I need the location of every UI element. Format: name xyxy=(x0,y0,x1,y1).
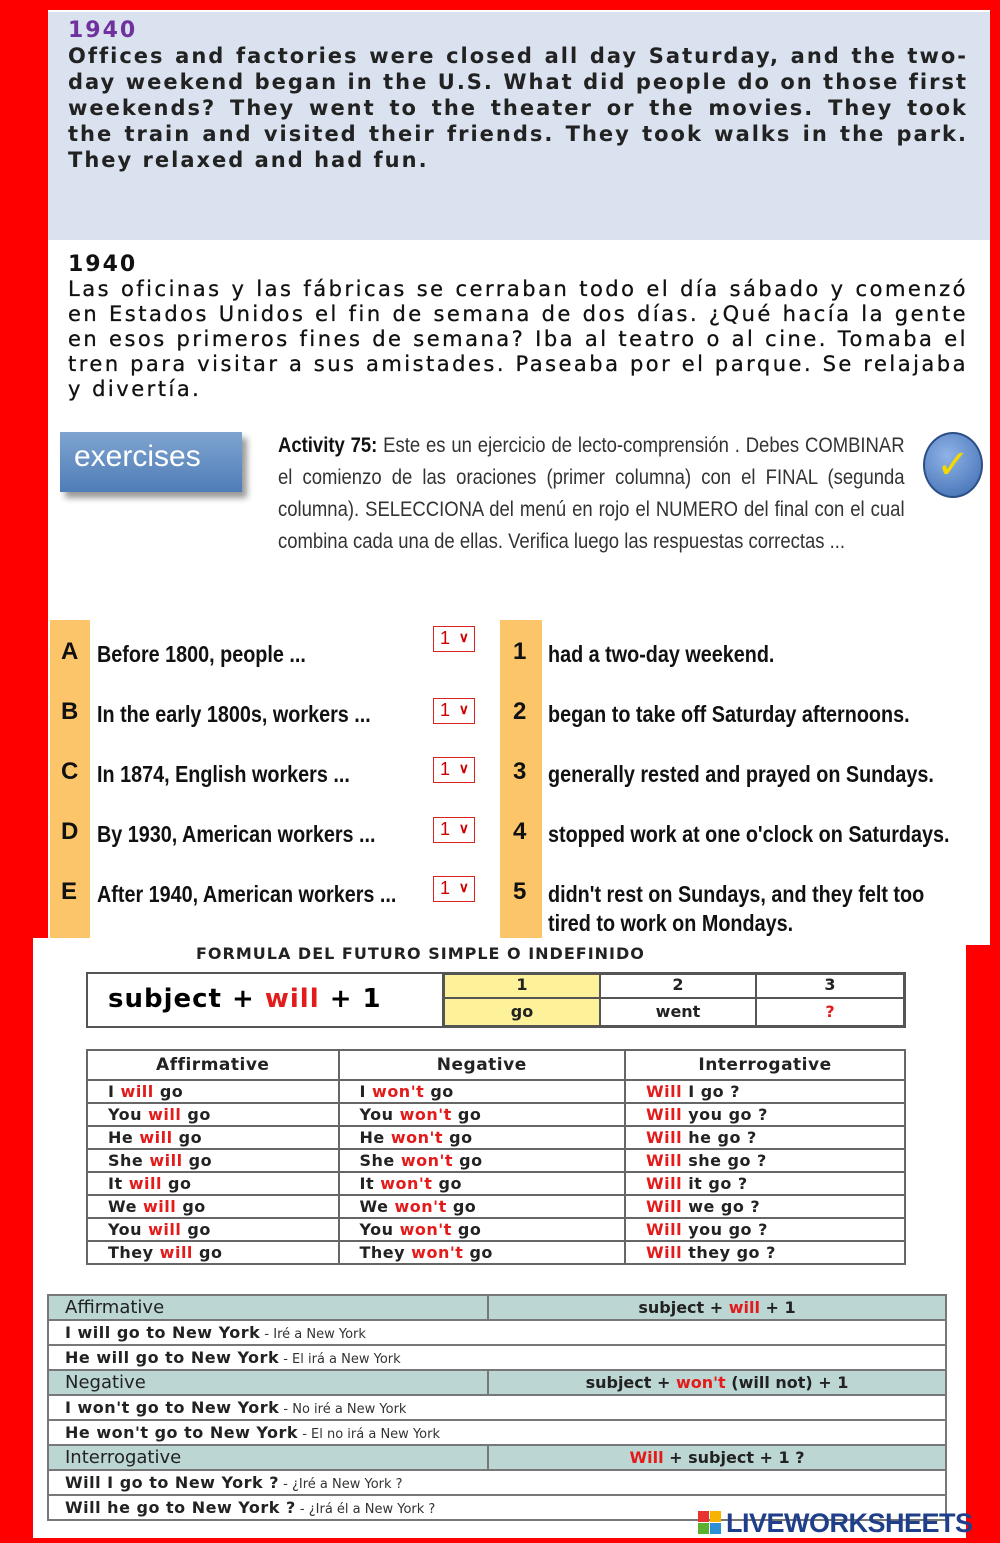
conjugation-word: You xyxy=(359,1105,394,1124)
negative-cell xyxy=(339,1103,626,1126)
conjugation-word: go xyxy=(178,1128,203,1147)
ending-number-4: 4 xyxy=(513,818,527,845)
conjugation-word: go ? xyxy=(736,1243,776,1262)
conjugation-row xyxy=(87,1241,905,1264)
conjugation-word: she xyxy=(688,1151,722,1170)
header-negative: Negative xyxy=(339,1050,626,1080)
conjugation-word: She xyxy=(359,1151,395,1170)
answer-select-b-value: 1 xyxy=(440,700,451,720)
conjugation-word: Will xyxy=(646,1243,683,1262)
spanish-year: 1940 xyxy=(68,252,138,277)
conjugation-word: go xyxy=(198,1243,223,1262)
summary-translation: - No iré a New York xyxy=(279,1402,407,1417)
summary-table xyxy=(47,1294,947,1521)
summary-negative-label: Negative xyxy=(48,1370,488,1395)
summary-interrogative-label: Interrogative xyxy=(48,1445,488,1470)
beginning-e: After 1940, American workers ... xyxy=(97,881,397,907)
conjugation-word: won't xyxy=(399,1105,452,1124)
conjugation-word: go xyxy=(469,1243,493,1262)
summary-int-f1: Will xyxy=(629,1448,664,1467)
conjugation-word: You xyxy=(359,1220,394,1239)
ending-number-1: 1 xyxy=(513,638,527,665)
conjugation-word: won't xyxy=(380,1174,433,1193)
summary-neg-f1: subject + xyxy=(585,1373,676,1392)
negative-cell xyxy=(339,1172,626,1195)
conjugation-word: go ? xyxy=(700,1082,741,1101)
conjugation-word: will xyxy=(128,1174,162,1193)
conjugation-word: We xyxy=(359,1197,389,1216)
ending-4: stopped work at one o'clock on Saturdays. xyxy=(548,821,950,847)
conjugation-word: won't xyxy=(399,1220,452,1239)
summary-translation: - Iré a New York xyxy=(260,1327,366,1342)
conjugation-word: Will xyxy=(646,1082,683,1101)
affirmative-cell xyxy=(87,1080,339,1103)
answer-select-c-value: 1 xyxy=(440,759,451,779)
summary-affirmative-header xyxy=(48,1295,946,1320)
negative-cell xyxy=(339,1218,626,1241)
ending-1: had a two-day weekend. xyxy=(548,641,775,667)
chevron-down-icon: ∨ xyxy=(458,629,469,645)
conjugation-word: Will xyxy=(646,1128,683,1147)
affirmative-cell xyxy=(87,1218,339,1241)
formula-expression xyxy=(88,974,444,1026)
conjugation-word: go xyxy=(459,1151,483,1170)
conjugation-word: go xyxy=(430,1082,454,1101)
interrogative-cell xyxy=(625,1080,905,1103)
formula-plus1: + 1 xyxy=(319,984,382,1014)
letter-a: A xyxy=(61,638,79,665)
formula-col-3: 3 xyxy=(756,974,904,998)
conjugation-word: you xyxy=(688,1220,723,1239)
summary-translation: - El irá a New York xyxy=(279,1352,401,1367)
answer-select-d-value: 1 xyxy=(440,819,451,839)
conjugation-word: won't xyxy=(411,1243,464,1262)
ending-5-line1: didn't rest on Sundays, and they felt too xyxy=(548,881,925,907)
ending-2: began to take off Saturday afternoons. xyxy=(548,701,910,727)
conjugation-row xyxy=(87,1218,905,1241)
conjugation-row xyxy=(87,1195,905,1218)
beginning-a: Before 1800, people ... xyxy=(97,641,306,667)
conjugation-word: go ? xyxy=(727,1151,767,1170)
conjugation-word: will xyxy=(148,1220,182,1239)
affirmative-cell xyxy=(87,1195,339,1218)
conjugation-word: will xyxy=(149,1151,183,1170)
conjugation-word: Will xyxy=(646,1197,683,1216)
conjugation-word: will xyxy=(120,1082,154,1101)
negative-cell xyxy=(339,1126,626,1149)
check-icon[interactable]: ✓ xyxy=(923,432,983,498)
summary-row xyxy=(48,1420,946,1445)
conjugation-word: I xyxy=(108,1082,115,1101)
summary-example: Will he go to New York ? xyxy=(65,1498,296,1517)
summary-row xyxy=(48,1320,946,1345)
formula-form-unknown: ? xyxy=(756,998,904,1026)
answer-select-a[interactable] xyxy=(433,626,475,652)
header-interrogative: Interrogative xyxy=(625,1050,905,1080)
conjugation-word: you xyxy=(688,1105,723,1124)
summary-aff-f1: subject + xyxy=(638,1298,729,1317)
chevron-down-icon: ∨ xyxy=(458,879,469,895)
negative-cell xyxy=(339,1080,626,1103)
conjugation-word: He xyxy=(108,1128,134,1147)
conjugation-word: will xyxy=(148,1105,182,1124)
conjugation-word: we xyxy=(688,1197,715,1216)
beginning-c: In 1874, English workers ... xyxy=(97,761,350,787)
formula-col-2: 2 xyxy=(600,974,756,998)
conjugation-word: go xyxy=(168,1174,192,1193)
summary-neg-f2: won't xyxy=(675,1373,726,1392)
ending-number-3: 3 xyxy=(513,758,527,785)
conjugation-row xyxy=(87,1103,905,1126)
conjugation-row xyxy=(87,1080,905,1103)
answer-select-a-value: 1 xyxy=(440,628,451,648)
interrogative-cell xyxy=(625,1103,905,1126)
summary-affirmative-formula xyxy=(488,1295,946,1320)
ending-5-line2: tired to work on Mondays. xyxy=(548,910,794,936)
conjugation-word: go xyxy=(187,1220,211,1239)
negative-cell xyxy=(339,1195,626,1218)
beginning-b: In the early 1800s, workers ... xyxy=(97,701,371,727)
interrogative-cell xyxy=(625,1172,905,1195)
conjugation-word: Will xyxy=(646,1220,683,1239)
letter-b: B xyxy=(61,698,79,725)
spanish-paragraph: Las oficinas y las fábricas se cerraban todo el día sábado y comenzó en Estados Unidos el fin de semana de dos días. ¿Qué hacía la gente en esos primeros fines de semana? Iba al teatro o al cine. Tomaba el tren para visitar a sus amistades. Paseaba por el parque. Se relajaba y divertía. xyxy=(68,277,968,401)
answer-select-e-value: 1 xyxy=(440,878,451,898)
summary-example: I won't go to New York xyxy=(65,1398,280,1417)
conjugation-word: go ? xyxy=(728,1220,768,1239)
affirmative-cell xyxy=(87,1103,339,1126)
affirmative-cell xyxy=(87,1172,339,1195)
conjugation-word: he xyxy=(688,1128,712,1147)
summary-negative-formula xyxy=(488,1370,946,1395)
interrogative-cell xyxy=(625,1195,905,1218)
conjugation-word: go xyxy=(188,1151,213,1170)
formula-subject: subject + xyxy=(108,984,265,1014)
conjugation-row xyxy=(87,1149,905,1172)
chevron-down-icon: ∨ xyxy=(458,701,469,717)
conjugation-word: I xyxy=(359,1082,366,1101)
summary-example: Will I go to New York ? xyxy=(65,1473,280,1492)
activity-text: Este es un ejercicio de lecto-comprensión . Debes COMBINAR el comienzo de las oraciones (primer columna) con el FINAL (segunda columna). SELECCIONA del menú en rojo el NUMERO del final con el cual combina cada una de ellas. Verifica luego las respuestas correctas ... xyxy=(278,434,905,553)
activity-instructions xyxy=(278,430,905,558)
english-reading-block xyxy=(48,12,990,240)
ending-number-2: 2 xyxy=(513,698,527,725)
conjugation-word: It xyxy=(108,1174,123,1193)
summary-interrogative-formula xyxy=(488,1445,946,1470)
letter-e: E xyxy=(61,878,78,905)
ending-number-5: 5 xyxy=(513,878,527,905)
answer-select-d[interactable] xyxy=(433,817,475,843)
affirmative-cell xyxy=(87,1241,339,1264)
summary-negative-header xyxy=(48,1370,946,1395)
conjugation-word: go ? xyxy=(720,1197,761,1216)
summary-affirmative-label: Affirmative xyxy=(48,1295,488,1320)
summary-aff-f2: will xyxy=(728,1298,760,1317)
conjugation-word: won't xyxy=(390,1128,444,1147)
conjugation-word: go ? xyxy=(728,1105,768,1124)
conjugation-word: will xyxy=(139,1128,173,1147)
summary-row xyxy=(48,1470,946,1495)
english-year: 1940 xyxy=(68,18,138,43)
conjugation-word: Will xyxy=(646,1105,683,1124)
conjugation-word: they xyxy=(688,1243,731,1262)
conjugation-word: He xyxy=(359,1128,385,1147)
conjugation-word: I xyxy=(688,1082,695,1101)
formula-form-go: go xyxy=(444,998,600,1026)
beginning-d: By 1930, American workers ... xyxy=(97,821,376,847)
negative-cell xyxy=(339,1149,626,1172)
summary-row xyxy=(48,1345,946,1370)
summary-int-f2: + subject + 1 ? xyxy=(663,1448,805,1467)
conjugation-word: She xyxy=(108,1151,144,1170)
chevron-down-icon: ∨ xyxy=(458,760,469,776)
formula-col-1: 1 xyxy=(444,974,600,998)
liveworksheets-brand[interactable]: LIVEWORKSHEETS xyxy=(726,1508,973,1538)
exercises-badge: exercises xyxy=(60,432,242,492)
conjugation-row xyxy=(87,1126,905,1149)
interrogative-cell xyxy=(625,1149,905,1172)
conjugation-word: You xyxy=(108,1220,142,1239)
spanish-reading-block xyxy=(48,252,990,427)
summary-translation: - ¿Irá él a New York ? xyxy=(295,1502,436,1517)
letter-d: D xyxy=(61,818,79,845)
conjugation-word: You xyxy=(108,1105,142,1124)
formula-form-went: went xyxy=(600,998,756,1026)
conjugation-word: They xyxy=(359,1243,406,1262)
chevron-down-icon: ∨ xyxy=(458,820,469,836)
summary-interrogative-header xyxy=(48,1445,946,1470)
conjugation-word: Will xyxy=(646,1174,683,1193)
affirmative-cell xyxy=(87,1149,339,1172)
conjugation-word: go xyxy=(457,1220,482,1239)
conjugation-word: We xyxy=(108,1197,137,1216)
summary-example: He will go to New York xyxy=(65,1348,280,1367)
header-affirmative: Affirmative xyxy=(87,1050,339,1080)
answer-select-b[interactable] xyxy=(433,698,475,724)
formula-title: FORMULA DEL FUTURO SIMPLE O INDEFINIDO xyxy=(196,944,645,963)
conjugation-word: go xyxy=(457,1105,482,1124)
summary-example: I will go to New York xyxy=(65,1323,261,1342)
conjugation-word: go ? xyxy=(708,1174,748,1193)
conjugation-word: will xyxy=(159,1243,193,1262)
summary-translation: - ¿Iré a New York ? xyxy=(279,1477,403,1492)
interrogative-cell xyxy=(625,1218,905,1241)
summary-example: He won't go to New York xyxy=(65,1423,299,1442)
conjugation-word: go xyxy=(438,1174,462,1193)
conjugation-word: They xyxy=(108,1243,154,1262)
summary-aff-f3: + 1 xyxy=(759,1298,796,1317)
formula-will: will xyxy=(264,984,320,1014)
conjugation-word: go ? xyxy=(717,1128,757,1147)
answer-select-c[interactable] xyxy=(433,757,475,783)
formula-box xyxy=(86,972,906,1028)
summary-row xyxy=(48,1395,946,1420)
interrogative-cell xyxy=(625,1126,905,1149)
conjugation-word: will xyxy=(143,1197,177,1216)
conjugation-word: go xyxy=(159,1082,184,1101)
liveworksheets-logo-icon xyxy=(698,1511,722,1535)
conjugation-table xyxy=(86,1049,906,1265)
conjugation-word: won't xyxy=(372,1082,425,1101)
answer-select-e[interactable] xyxy=(433,876,475,902)
conjugation-word: won't xyxy=(394,1197,447,1216)
conjugation-word: It xyxy=(359,1174,375,1193)
letter-c: C xyxy=(61,758,79,785)
conjugation-word: it xyxy=(688,1174,703,1193)
summary-translation: - El no irá a New York xyxy=(298,1427,440,1442)
affirmative-cell xyxy=(87,1126,339,1149)
conjugation-word: Will xyxy=(646,1151,683,1170)
conjugation-word: won't xyxy=(400,1151,454,1170)
conjugation-word: go xyxy=(182,1197,206,1216)
english-paragraph: Offices and factories were closed all day Saturday, and the two-day weekend began in the U.S. What did people do on those first weekends? They went to the theater or the movies. They took the train and visited their friends. They took walks in the park. They relaxed and had fun. xyxy=(68,44,968,172)
conjugation-row xyxy=(87,1172,905,1195)
interrogative-cell xyxy=(625,1241,905,1264)
conjugation-word: go xyxy=(187,1105,211,1124)
conjugation-word: go xyxy=(449,1128,473,1147)
summary-neg-f3: (will not) + 1 xyxy=(725,1373,849,1392)
activity-label: Activity 75: xyxy=(278,434,378,457)
conjugation-word: go xyxy=(452,1197,477,1216)
negative-cell xyxy=(339,1241,626,1264)
ending-3: generally rested and prayed on Sundays. xyxy=(548,761,934,787)
